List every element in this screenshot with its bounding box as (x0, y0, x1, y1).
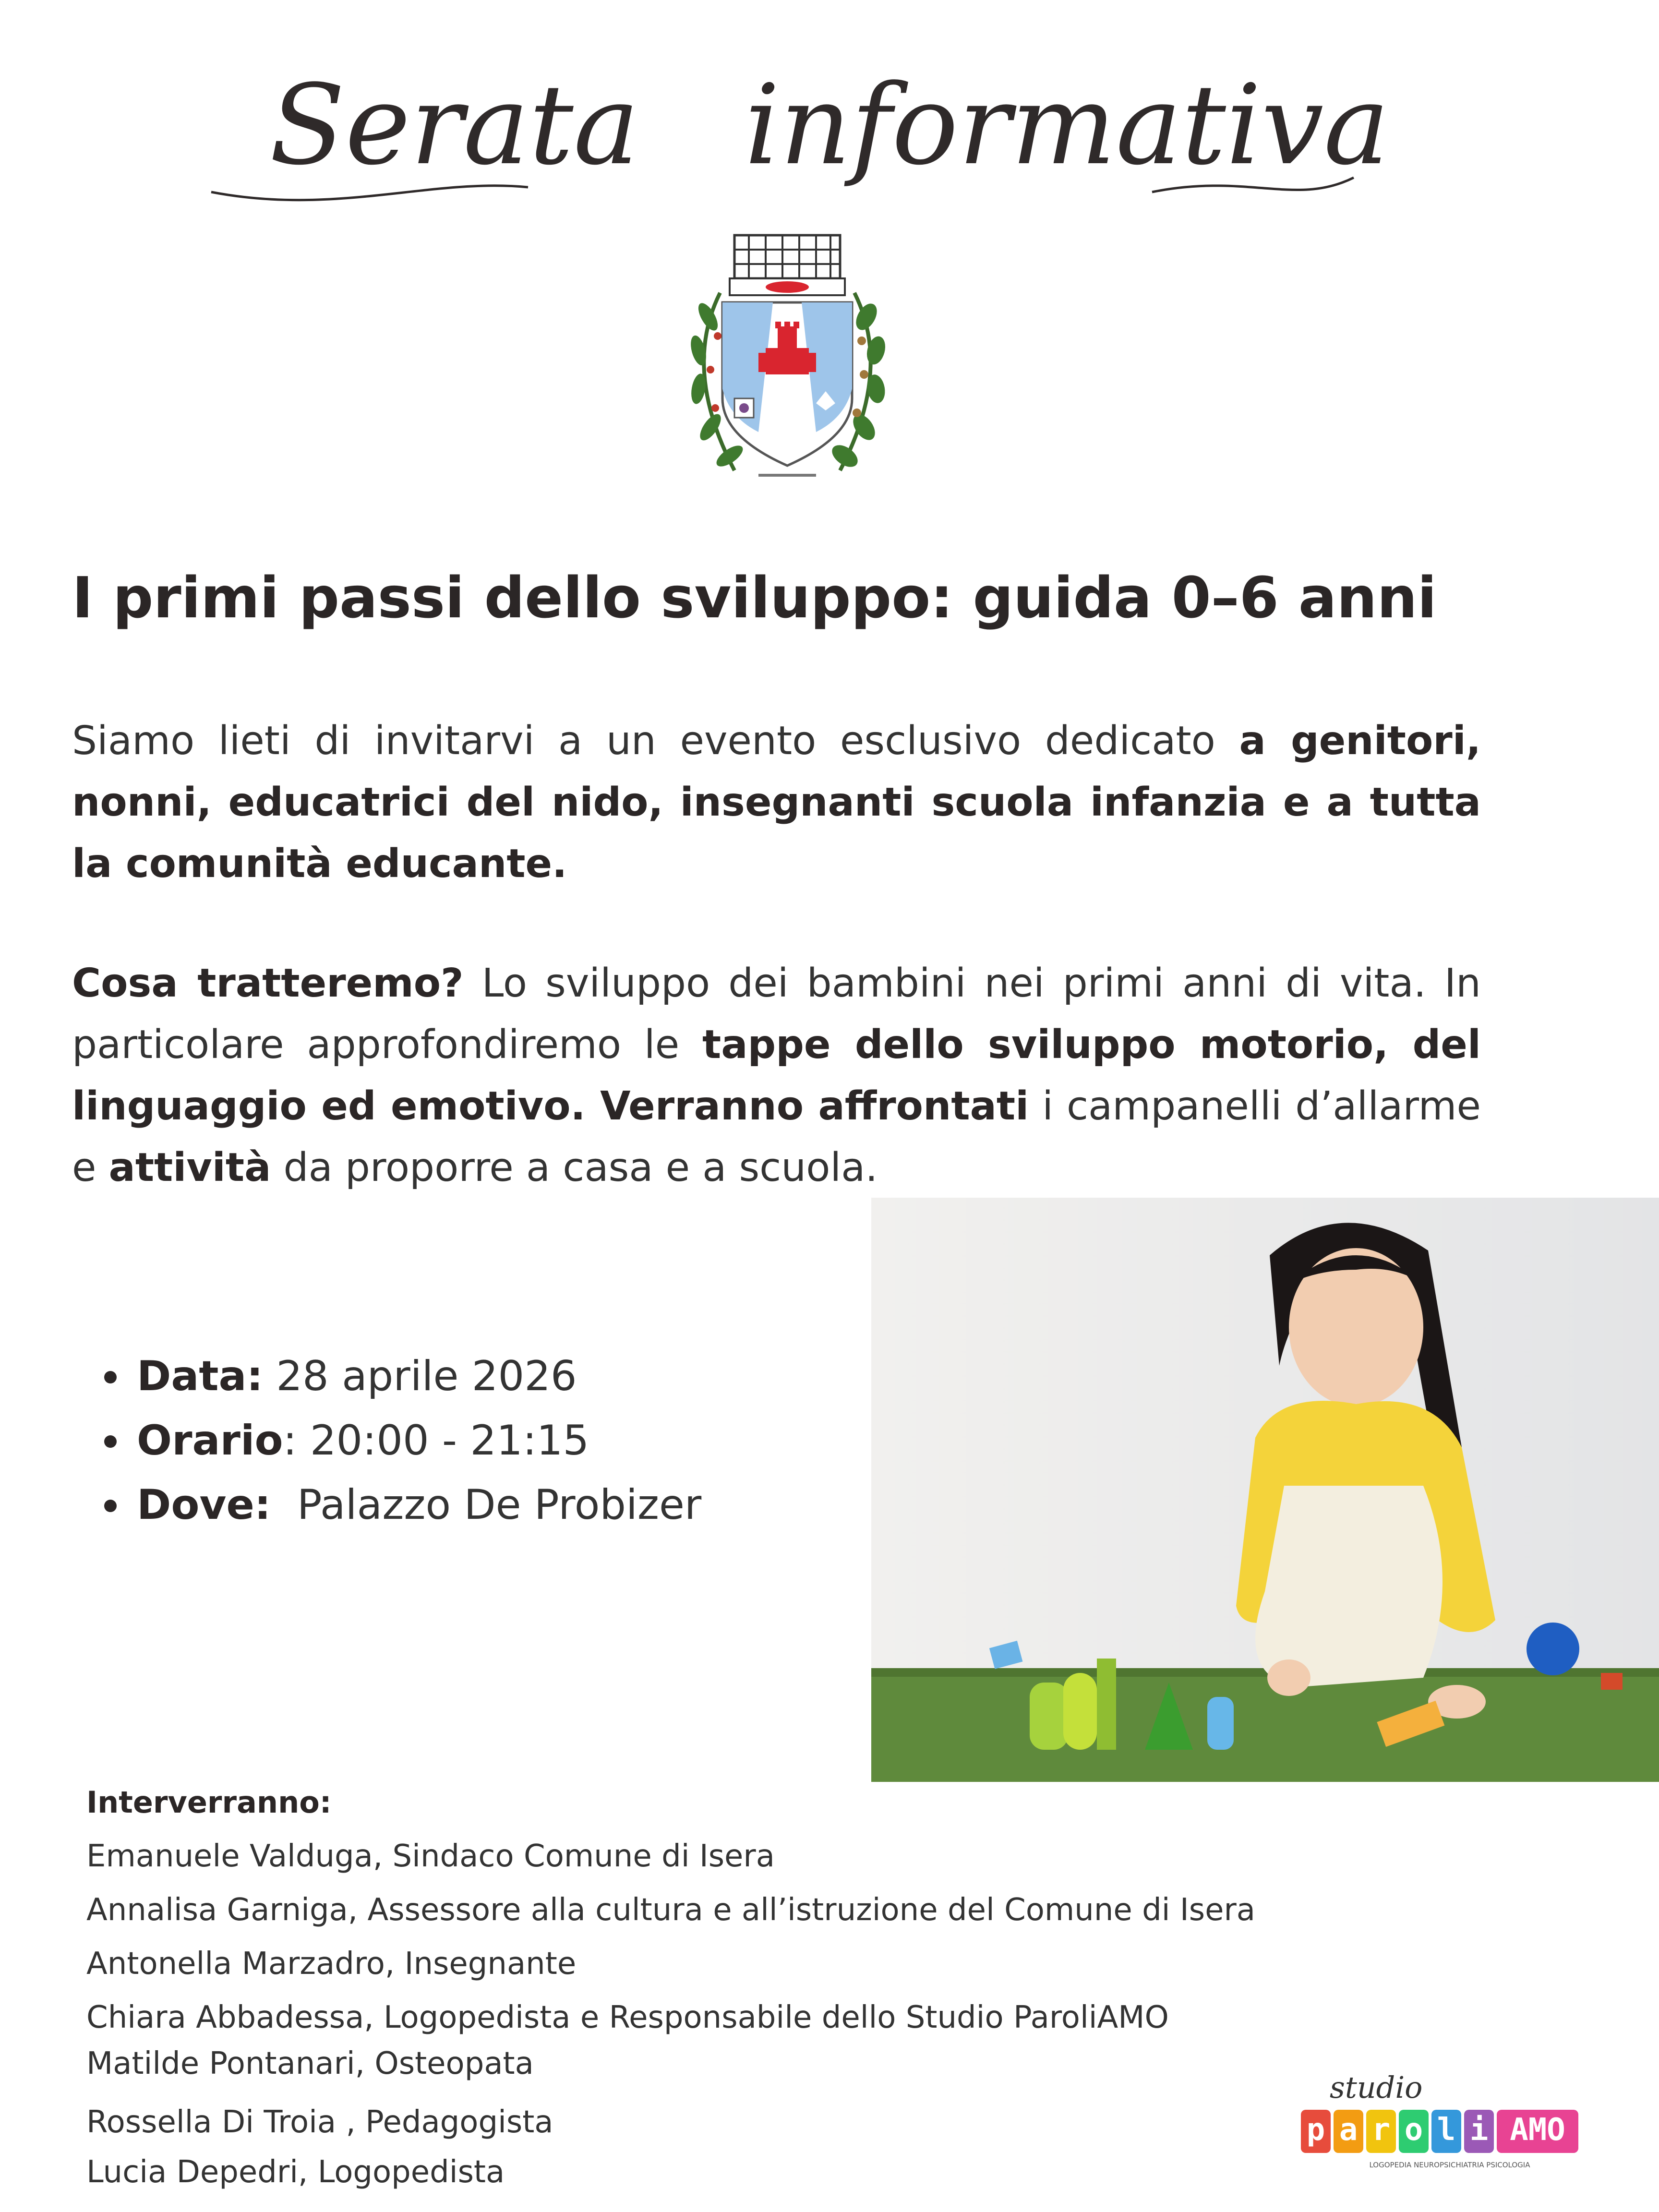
speaker-item: Antonella Marzadro, Insegnante (86, 1946, 577, 1982)
event-time (98, 1408, 842, 1473)
time-value: : 20:00 - 21:15 (283, 1417, 589, 1465)
coat-of-arms-emblem (662, 226, 912, 504)
topics-bold-3: attività (108, 1145, 271, 1190)
topics-paragraph (72, 953, 1481, 1199)
logo-letter: AMO (1510, 2112, 1565, 2148)
crown-icon (730, 235, 845, 295)
child-playing-photo (871, 1198, 1659, 1782)
speaker-item: Chiara Abbadessa, Logopedista e Responsabile dello Studio ParoliAMO (86, 2000, 1169, 2035)
date-label: Data: (137, 1352, 263, 1400)
time-label: Orario (137, 1417, 283, 1465)
intro-audience: a genitori, nonni, educatrici del nido, insegnanti scuola infanzia e a tutta la comunità educante. (72, 718, 1481, 887)
event-location (98, 1473, 842, 1537)
topics-text-3: da proporre a casa e a scuola. (271, 1145, 878, 1190)
location-value: Palazzo De Probizer (271, 1481, 702, 1529)
intro-text: Siamo lieti di invitarvi a un evento esclusivo dedicato (72, 718, 1239, 764)
topics-text-1: Lo sviluppo dei bambini nei primi anni di vita. In particolare approfondiremo le (72, 961, 1481, 1068)
logo-tagline: LOGOPEDIA NEUROPSICHIATRIA PSICOLOGIA (1369, 2161, 1530, 2169)
logo-letter: r (1371, 2112, 1391, 2148)
shield-icon (722, 302, 852, 466)
speaker-item: Emanuele Valduga, Sindaco Comune di Isera (86, 1839, 775, 1874)
topics-bold-1: tappe dello sviluppo motorio, del linguaggio ed emotivo. (72, 1022, 1481, 1129)
location-label: Dove: (137, 1481, 271, 1529)
logo-letter: p (1306, 2112, 1325, 2148)
intro-paragraph (72, 710, 1481, 895)
logo-studio-text: studio (1330, 2070, 1423, 2105)
date-value: 28 aprile 2026 (263, 1352, 577, 1400)
speaker-item: Annalisa Garniga, Assessore alla cultura e all’istruzione del Comune di Isera (86, 1892, 1255, 1928)
speakers-title: Interverranno: (86, 1785, 332, 1820)
script-title (0, 34, 1659, 235)
topics-text-2: i campanelli d’allarme e (72, 1083, 1481, 1190)
speaker-item: Rossella Di Troia , Pedagogista (86, 2104, 553, 2140)
script-title-text: Serata informativa (269, 61, 1390, 190)
page-title: I primi passi dello sviluppo: guida 0–6 anni (72, 565, 1437, 631)
speaker-item: Matilde Pontanari, Osteopata (86, 2046, 534, 2081)
logo-letter: l (1437, 2112, 1456, 2148)
logo-letter-tiles (1301, 2110, 1578, 2153)
topics-question: Cosa tratteremo? (72, 961, 464, 1006)
event-details-list (98, 1344, 842, 1537)
logo-letter: i (1469, 2112, 1489, 2148)
topics-bold-2: Verranno affrontati (585, 1083, 1029, 1129)
studio-paroliamo-logo (1296, 2069, 1603, 2175)
logo-letter: o (1404, 2112, 1423, 2148)
speaker-item: Lucia Depedri, Logopedista (86, 2154, 505, 2190)
logo-letter: a (1339, 2112, 1358, 2148)
event-date (98, 1344, 842, 1408)
